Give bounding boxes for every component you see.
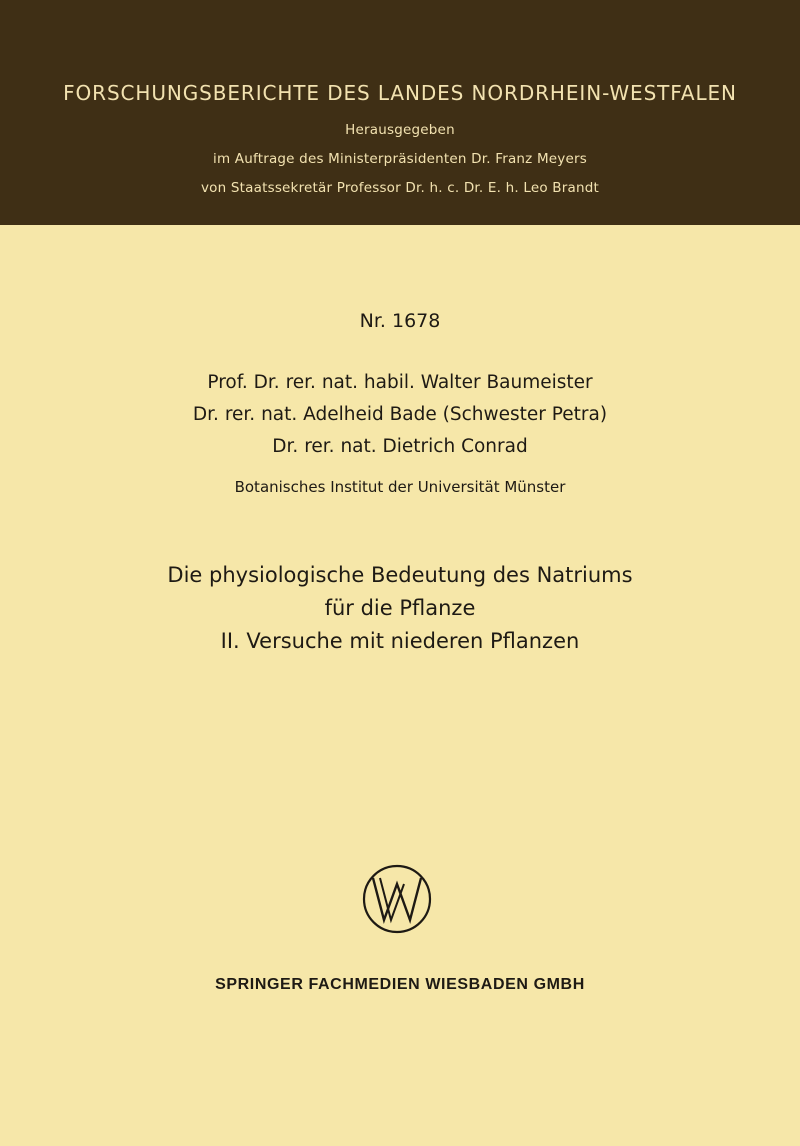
- author-1: Prof. Dr. rer. nat. habil. Walter Baumeister: [207, 372, 593, 393]
- editor-line-1: Herausgegeben: [345, 122, 455, 138]
- book-title-line-1: Die physiologische Bedeutung des Natriums: [167, 563, 633, 587]
- author-3: Dr. rer. nat. Dietrich Conrad: [272, 436, 528, 457]
- book-title-line-3: II. Versuche mit niederen Pflanzen: [220, 629, 580, 653]
- author-2: Dr. rer. nat. Adelheid Bade (Schwester Petra): [192, 404, 608, 425]
- publisher-name: SPRINGER FACHMEDIEN WIESBADEN GMBH: [215, 976, 585, 993]
- volume-number: Nr. 1678: [359, 310, 441, 332]
- wv-publisher-logo-icon: [360, 862, 434, 936]
- series-title: FORSCHUNGSBERICHTE DES LANDES NORDRHEIN-WESTFALEN: [63, 81, 737, 105]
- editor-line-3: von Staatssekretär Professor Dr. h. c. Dr. E. h. Leo Brandt: [200, 180, 599, 196]
- editor-line-2: im Auftrage des Ministerpräsidenten Dr. Franz Meyers: [213, 151, 587, 167]
- series-header: [0, 0, 800, 225]
- book-title-line-2: für die Pflanze: [324, 596, 476, 620]
- institute: Botanisches Institut der Universität Münster: [234, 478, 566, 496]
